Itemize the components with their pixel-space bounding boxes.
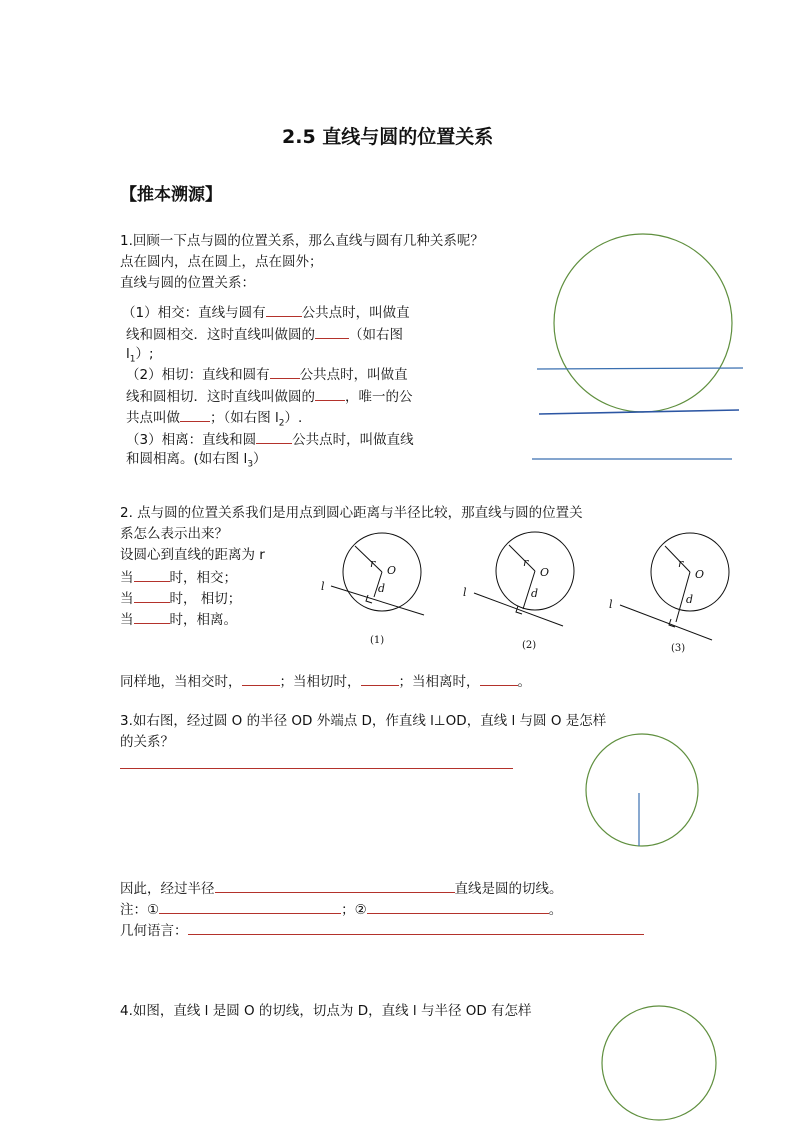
q2-same-line: 同样地，当相交时， ；当相切时， ；当相离时， 。 [120, 670, 531, 693]
fig2-label-l: l [463, 586, 467, 599]
fig3-label-l: l [609, 598, 613, 611]
fig1-label-o: O [387, 564, 397, 577]
fig2-caption: (2) [522, 640, 537, 651]
q1-intersect-line2: 线和圆相交．这时直线叫做圆的 （如右图 [126, 323, 403, 346]
q4-circle [602, 1006, 716, 1120]
q1-intersect-line1: （1）相交：直线与圆有 公共点时，叫做直 [122, 301, 410, 324]
fig1-label-l: l [321, 580, 325, 593]
q1-tangent-line1: （2）相切：直线和圆有 公共点时，叫做直 [126, 363, 408, 386]
fig3-label-d: d [686, 593, 694, 606]
fig1-label-d: d [378, 582, 386, 595]
q1-tangent-line2: 线和圆相切．这时直线叫做圆的 ，唯一的公 [126, 385, 413, 408]
fig2-label-o: O [540, 566, 550, 579]
q1-separate-line2: 和圆相离。(如右图 $l_3$） [126, 451, 267, 470]
q3-therefore: 因此，经过半径 直线是圆的切线。 [120, 877, 563, 900]
fig1-label-r: r [370, 557, 376, 570]
q3-note: 注：① ；② 。 [120, 898, 562, 921]
fig1-caption: (1) [370, 635, 385, 646]
q1-line1: 1.回顾一下点与圆的位置关系，那么直线与圆有几种关系呢？ [120, 233, 484, 249]
q1-intersect-line3: $l_1$）; [126, 346, 154, 365]
fig3-caption: (3) [671, 643, 686, 654]
q4-line1: 4.如图，直线 l 是圆 O 的切线，切点为 D，直线 l 与半径 OD 有怎样 [120, 1003, 532, 1019]
q3-line2: 的关系？ [120, 734, 174, 750]
q1-line2: 点在圆内，点在圆上，点在圆外； [120, 254, 323, 270]
q3-geometry-language: 几何语言： [120, 919, 644, 942]
q1-separate-line1: （3）相离：直线和圆 公共点时，叫做直线 [126, 428, 414, 451]
q2-line1: 2. 点与圆的位置关系我们是用点到圆心距离与半径比较，那直线与圆的位置关 [120, 505, 583, 521]
q2-line3: 设圆心到直线的距离为 r [120, 547, 265, 563]
q2-line2: 系怎么表示出来？ [120, 526, 228, 542]
q3-line1: 3.如右图，经过圆 O 的半径 OD 外端点 D，作直线 l⊥OD，直线 l 与圆 O 是怎样 [120, 713, 607, 729]
fig2-label-d: d [531, 587, 539, 600]
section-heading: 【推本溯源】 [120, 185, 222, 205]
fig3-label-r: r [678, 557, 684, 570]
fig2-label-r: r [523, 556, 529, 569]
q2-when-intersect: 当 时，相交； [120, 566, 237, 589]
q1-tangent-line3: 共点叫做 ；（如右图 $l_2$）. [126, 406, 302, 435]
q1-line3: 直线与圆的位置关系： [120, 275, 255, 291]
q2-when-separate: 当 时，相离。 [120, 608, 237, 631]
q2-when-tangent: 当 时， 相切； [120, 587, 241, 610]
fig3-label-o: O [695, 568, 705, 581]
page-title: 2.5 直线与圆的位置关系 [282, 126, 494, 148]
